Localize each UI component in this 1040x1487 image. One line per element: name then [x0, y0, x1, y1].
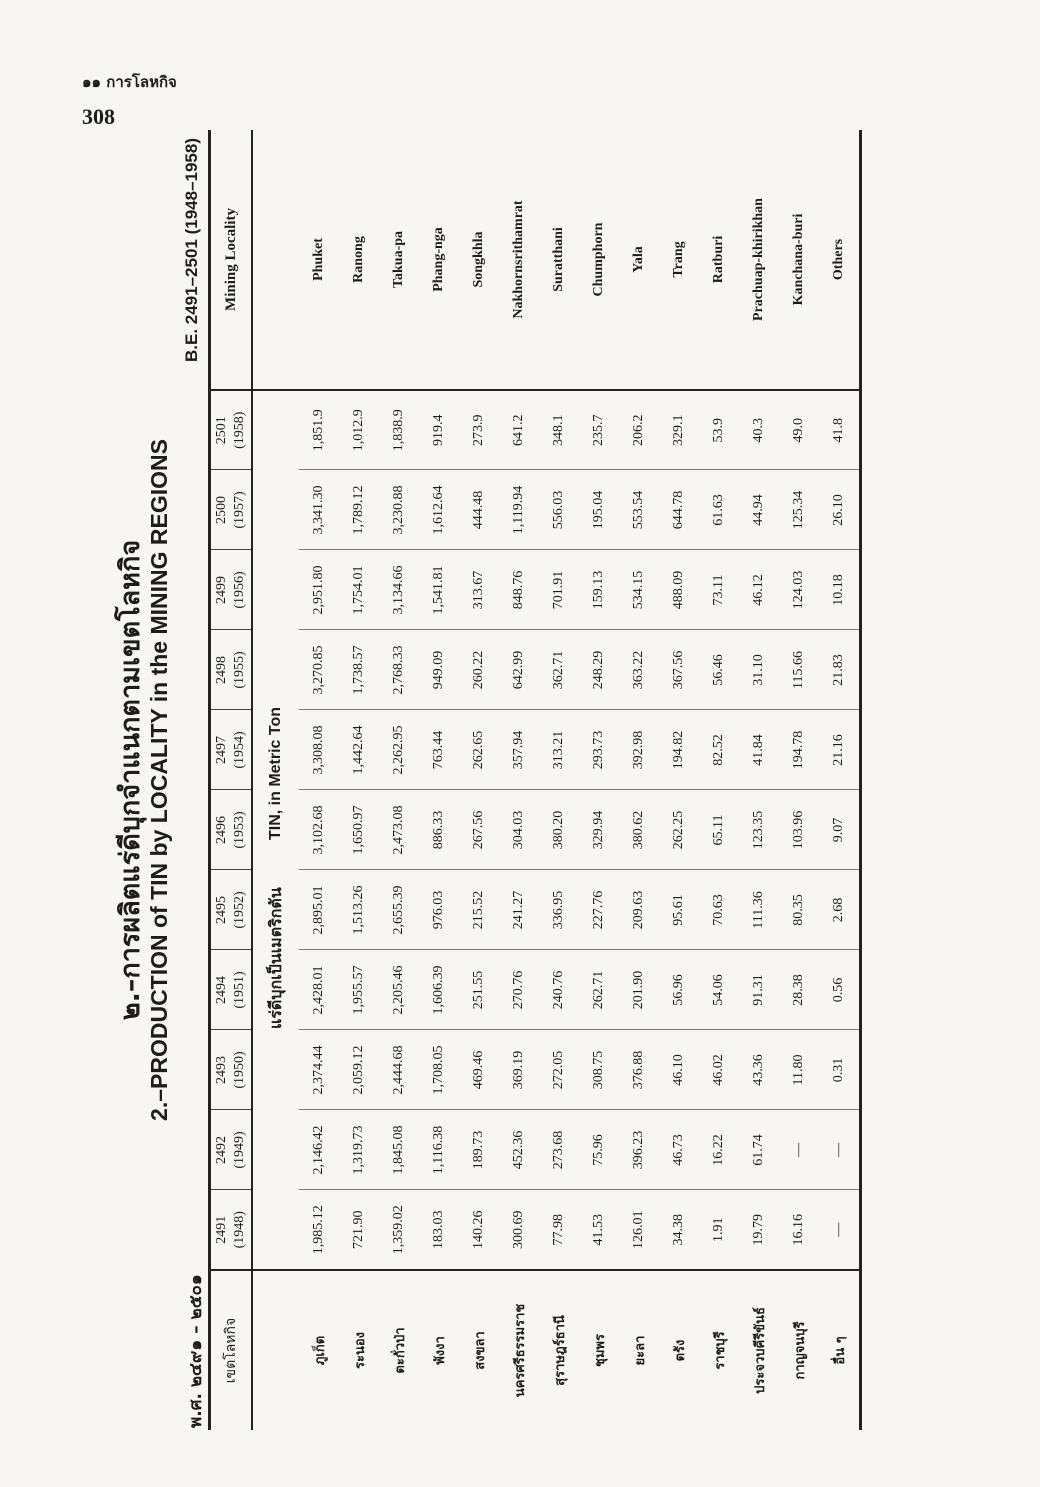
table-cell: 21.83: [819, 630, 861, 710]
locality-thai: ภูเก็ต: [299, 1270, 339, 1430]
header-year: [210, 1110, 253, 1190]
table-cell: 43.36: [739, 1030, 779, 1110]
year-be: 2494: [214, 976, 229, 1004]
table-cell: 444.48: [459, 470, 499, 550]
year-be: 2499: [214, 576, 229, 604]
table-cell: 1,513.26: [339, 870, 379, 950]
table-cell: 26.10: [819, 470, 861, 550]
table-cell: 369.19: [499, 1030, 539, 1110]
table-cell: 488.09: [659, 550, 699, 630]
locality-english: Suratthani: [539, 130, 579, 390]
table-cell: 1,851.9: [299, 390, 339, 470]
table-cell: 82.52: [699, 710, 739, 790]
table-cell: 976.03: [419, 870, 459, 950]
table-cell: 721.90: [339, 1190, 379, 1270]
title-english: 2.–PRODUCTION of TIN by LOCALITY in the MINING REGIONS: [146, 439, 172, 1121]
table-cell: 183.03: [419, 1190, 459, 1270]
table-cell: 848.76: [499, 550, 539, 630]
table-cell: 1,738.57: [339, 630, 379, 710]
table-cell: 124.03: [779, 550, 819, 630]
table-cell: 80.35: [779, 870, 819, 950]
header-locality-thai: เขตโลหกิจ: [210, 1270, 253, 1430]
table-cell: 54.06: [699, 950, 739, 1030]
locality-thai: ยะลา: [619, 1270, 659, 1430]
table-cell: 46.02: [699, 1030, 739, 1110]
table-cell: 3,230.88: [379, 470, 419, 550]
table-cell: 201.90: [619, 950, 659, 1030]
table-cell: 75.96: [579, 1110, 619, 1190]
year-ce: (1956): [232, 571, 247, 609]
table-cell: 28.38: [779, 950, 819, 1030]
table-cell: 46.12: [739, 550, 779, 630]
table-cell: 2,428.01: [299, 950, 339, 1030]
table-cell: 919.4: [419, 390, 459, 470]
table-cell: 300.69: [499, 1190, 539, 1270]
table-cell: 235.7: [579, 390, 619, 470]
table-cell: 392.98: [619, 710, 659, 790]
table-row: [659, 130, 699, 1430]
table-cell: 2,768.33: [379, 630, 419, 710]
locality-thai: พังงา: [419, 1270, 459, 1430]
table-row: [339, 130, 379, 1430]
table-cell: 19.79: [739, 1190, 779, 1270]
year-be: 2496: [214, 816, 229, 844]
table-row: [499, 130, 539, 1430]
table-cell: 2,951.80: [299, 550, 339, 630]
table-cell: 701.91: [539, 550, 579, 630]
table-cell: 123.35: [739, 790, 779, 870]
header-year: [210, 1190, 253, 1270]
unit-spacer: [252, 1270, 299, 1430]
year-be: 2498: [214, 656, 229, 684]
rotated-page-content: [90, 130, 970, 1430]
locality-thai: ประจวบคีรีขันธ์: [739, 1270, 779, 1430]
table-cell: 2,146.42: [299, 1110, 339, 1190]
table-cell: 0.56: [819, 950, 861, 1030]
table-cell: 16.16: [779, 1190, 819, 1270]
table-cell: 1,612.64: [419, 470, 459, 550]
table-cell: 2,895.01: [299, 870, 339, 950]
table-cell: 41.53: [579, 1190, 619, 1270]
table-cell: 3,134.66: [379, 550, 419, 630]
table-cell: 56.46: [699, 630, 739, 710]
locality-thai: ชุมพร: [579, 1270, 619, 1430]
table-cell: 1,838.9: [379, 390, 419, 470]
year-ce: (1950): [232, 1051, 247, 1089]
header-year: [210, 950, 253, 1030]
table-cell: 1,442.64: [339, 710, 379, 790]
table-cell: 1,359.02: [379, 1190, 419, 1270]
locality-thai: นครศรีธรรมราช: [499, 1270, 539, 1430]
table-cell: 469.46: [459, 1030, 499, 1110]
table-cell: 73.11: [699, 550, 739, 630]
year-ce: (1951): [232, 971, 247, 1009]
locality-thai: ตรัง: [659, 1270, 699, 1430]
table-cell: 53.9: [699, 390, 739, 470]
header-year: [210, 470, 253, 550]
table-row: [579, 130, 619, 1430]
table-cell: 886.33: [419, 790, 459, 870]
locality-thai: อื่น ๆ: [819, 1270, 861, 1430]
year-ce: (1955): [232, 651, 247, 689]
table-cell: 380.62: [619, 790, 659, 870]
table-cell: 270.76: [499, 950, 539, 1030]
table-cell: 115.66: [779, 630, 819, 710]
year-be: 2492: [214, 1136, 229, 1164]
table-cell: 70.63: [699, 870, 739, 950]
table-cell: 1,754.01: [339, 550, 379, 630]
table-cell: 77.98: [539, 1190, 579, 1270]
locality-thai: กาญจนบุรี: [779, 1270, 819, 1430]
table-cell: 189.73: [459, 1110, 499, 1190]
table-cell: 1,116.38: [419, 1110, 459, 1190]
table-cell: 34.38: [659, 1190, 699, 1270]
header-year: [210, 790, 253, 870]
table-cell: 2,473.08: [379, 790, 419, 870]
table-cell: 95.61: [659, 870, 699, 950]
table-row: [379, 130, 419, 1430]
year-ce: (1958): [232, 411, 247, 449]
table-cell: 642.99: [499, 630, 539, 710]
table-cell: 272.05: [539, 1030, 579, 1110]
table-row: [779, 130, 819, 1430]
table-cell: 1.91: [699, 1190, 739, 1270]
table-cell: 215.52: [459, 870, 499, 950]
table-cell: 209.63: [619, 870, 659, 950]
locality-thai: สงขลา: [459, 1270, 499, 1430]
table-cell: 1,319.73: [339, 1110, 379, 1190]
table-cell: 3,341.30: [299, 470, 339, 550]
table-cell: 65.11: [699, 790, 739, 870]
table-cell: 376.88: [619, 1030, 659, 1110]
year-be: 2500: [214, 496, 229, 524]
year-be: 2493: [214, 1056, 229, 1084]
locality-english: Others: [819, 130, 861, 390]
locality-english: Prachuap-khirikhan: [739, 130, 779, 390]
table-cell: 1,119.94: [499, 470, 539, 550]
table-cell: 195.04: [579, 470, 619, 550]
table-cell: 46.73: [659, 1110, 699, 1190]
table-cell: 267.56: [459, 790, 499, 870]
range-thai: พ.ศ. ๒๔๙๑ – ๒๕๐๑: [186, 1274, 206, 1428]
year-ce: (1948): [232, 1211, 247, 1249]
page-number: 308: [82, 104, 115, 129]
unit-spacer: [252, 130, 299, 390]
table-cell: 2,374.44: [299, 1030, 339, 1110]
table-cell: 61.74: [739, 1110, 779, 1190]
table-cell: 241.27: [499, 870, 539, 950]
table-cell: 111.36: [739, 870, 779, 950]
table-cell: 262.65: [459, 710, 499, 790]
table-cell: 260.22: [459, 630, 499, 710]
header-year: [210, 550, 253, 630]
table-cell: 126.01: [619, 1190, 659, 1270]
table-cell: 273.9: [459, 390, 499, 470]
table-cell: 194.82: [659, 710, 699, 790]
table-cell: 41.84: [739, 710, 779, 790]
table-cell: 2.68: [819, 870, 861, 950]
table-cell: 240.76: [539, 950, 579, 1030]
tin-production-table: [208, 130, 862, 1430]
table-cell: 313.67: [459, 550, 499, 630]
table-cell: 2,655.39: [379, 870, 419, 950]
table-cell: 2,059.12: [339, 1030, 379, 1110]
unit-thai: แร่ดีบุกเป็นเมตริกตัน: [265, 887, 285, 1029]
table-cell: 329.94: [579, 790, 619, 870]
header-year: [210, 710, 253, 790]
table-cell: 363.22: [619, 630, 659, 710]
table-cell: 357.94: [499, 710, 539, 790]
table-cell: —: [819, 1110, 861, 1190]
table-cell: 553.54: [619, 470, 659, 550]
year-ce: (1952): [232, 891, 247, 929]
header-year: [210, 390, 253, 470]
table-cell: 1,985.12: [299, 1190, 339, 1270]
table-cell: 206.2: [619, 390, 659, 470]
table-cell: 125.34: [779, 470, 819, 550]
table-row: [459, 130, 499, 1430]
locality-thai: ระนอง: [339, 1270, 379, 1430]
page-category: ๑๑ การโลหกิจ: [82, 73, 177, 91]
locality-english: Nakhornsrithamrat: [499, 130, 539, 390]
table-cell: 91.31: [739, 950, 779, 1030]
table-cell: 556.03: [539, 470, 579, 550]
table-cell: 49.0: [779, 390, 819, 470]
table-cell: 21.16: [819, 710, 861, 790]
table-cell: 1,606.39: [419, 950, 459, 1030]
table-cell: 9.07: [819, 790, 861, 870]
table-cell: 2,262.95: [379, 710, 419, 790]
table-cell: 1,708.05: [419, 1030, 459, 1110]
title-thai: ๒.–การผลิตแร่ดีบุกจำแนกตามเขตโลหกิจ: [115, 539, 146, 1021]
table-cell: 3,308.08: [299, 710, 339, 790]
table-cell: 641.2: [499, 390, 539, 470]
table-cell: 362.71: [539, 630, 579, 710]
header-year: [210, 1030, 253, 1110]
table-cell: 348.1: [539, 390, 579, 470]
header-year: [210, 630, 253, 710]
table-row: [299, 130, 339, 1430]
locality-english: Chumphorn: [579, 130, 619, 390]
table-cell: 40.3: [739, 390, 779, 470]
table-cell: 763.44: [419, 710, 459, 790]
locality-english: Trang: [659, 130, 699, 390]
table-cell: 61.63: [699, 470, 739, 550]
table-cell: 273.68: [539, 1110, 579, 1190]
table-cell: 329.1: [659, 390, 699, 470]
table-cell: 1,845.08: [379, 1110, 419, 1190]
table-cell: 140.26: [459, 1190, 499, 1270]
table-cell: 949.09: [419, 630, 459, 710]
table-cell: 293.73: [579, 710, 619, 790]
unit-row: [252, 130, 299, 1430]
year-ce: (1954): [232, 731, 247, 769]
table-cell: 313.21: [539, 710, 579, 790]
table-cell: 262.25: [659, 790, 699, 870]
table-cell: 16.22: [699, 1110, 739, 1190]
table-row: [539, 130, 579, 1430]
locality-english: Kanchana-buri: [779, 130, 819, 390]
table-cell: 103.96: [779, 790, 819, 870]
locality-english: Ranong: [339, 130, 379, 390]
table-cell: —: [819, 1190, 861, 1270]
year-ce: (1957): [232, 491, 247, 529]
table-cell: 1,789.12: [339, 470, 379, 550]
table-cell: 31.10: [739, 630, 779, 710]
locality-english: Yala: [619, 130, 659, 390]
year-be: 2495: [214, 896, 229, 924]
locality-english: Takua-pa: [379, 130, 419, 390]
locality-thai: ตะกั่วป่า: [379, 1270, 419, 1430]
table-cell: 251.55: [459, 950, 499, 1030]
table-cell: 248.29: [579, 630, 619, 710]
table-cell: 644.78: [659, 470, 699, 550]
locality-english: Songkhla: [459, 130, 499, 390]
table-cell: 2,205.46: [379, 950, 419, 1030]
year-be: 2491: [214, 1215, 229, 1244]
table-row: [619, 130, 659, 1430]
year-be: 2501: [214, 416, 229, 445]
table-cell: 3,102.68: [299, 790, 339, 870]
table-cell: —: [779, 1110, 819, 1190]
locality-thai: สุราษฎร์ธานี: [539, 1270, 579, 1430]
table-cell: 304.03: [499, 790, 539, 870]
table-row: [419, 130, 459, 1430]
table-cell: 2,444.68: [379, 1030, 419, 1110]
table-cell: 194.78: [779, 710, 819, 790]
header-year: [210, 870, 253, 950]
table-row: [699, 130, 739, 1430]
header-row: [210, 130, 253, 1430]
year-ce: (1949): [232, 1131, 247, 1169]
table-cell: 452.36: [499, 1110, 539, 1190]
table-row: [819, 130, 861, 1430]
table-row: [739, 130, 779, 1430]
unit-english: TIN, in Metric Ton: [267, 706, 284, 840]
table-cell: 1,541.81: [419, 550, 459, 630]
range-english: B.E. 2491–2501 (1948–1958): [182, 138, 201, 363]
locality-english: Phuket: [299, 130, 339, 390]
table-cell: 159.13: [579, 550, 619, 630]
locality-thai: ราชบุรี: [699, 1270, 739, 1430]
table-cell: 1,012.9: [339, 390, 379, 470]
table-cell: 396.23: [619, 1110, 659, 1190]
table-cell: 367.56: [659, 630, 699, 710]
table-cell: 262.71: [579, 950, 619, 1030]
table-cell: 56.96: [659, 950, 699, 1030]
table-cell: 227.76: [579, 870, 619, 950]
table-cell: 11.80: [779, 1030, 819, 1110]
table-cell: 41.8: [819, 390, 861, 470]
year-be: 2497: [214, 736, 229, 764]
locality-english: Ratburi: [699, 130, 739, 390]
header-locality-english: Mining Locality: [210, 130, 253, 390]
table-cell: 534.15: [619, 550, 659, 630]
table-cell: 10.18: [819, 550, 861, 630]
table-cell: 1,650.97: [339, 790, 379, 870]
table-cell: 46.10: [659, 1030, 699, 1110]
year-ce: (1953): [232, 811, 247, 849]
table-cell: 44.94: [739, 470, 779, 550]
table-cell: 3,270.85: [299, 630, 339, 710]
table-cell: 0.31: [819, 1030, 861, 1110]
table-cell: 380.20: [539, 790, 579, 870]
locality-english: Phang-nga: [419, 130, 459, 390]
table-cell: 308.75: [579, 1030, 619, 1110]
table-cell: 1,955.57: [339, 950, 379, 1030]
table-cell: 336.95: [539, 870, 579, 950]
